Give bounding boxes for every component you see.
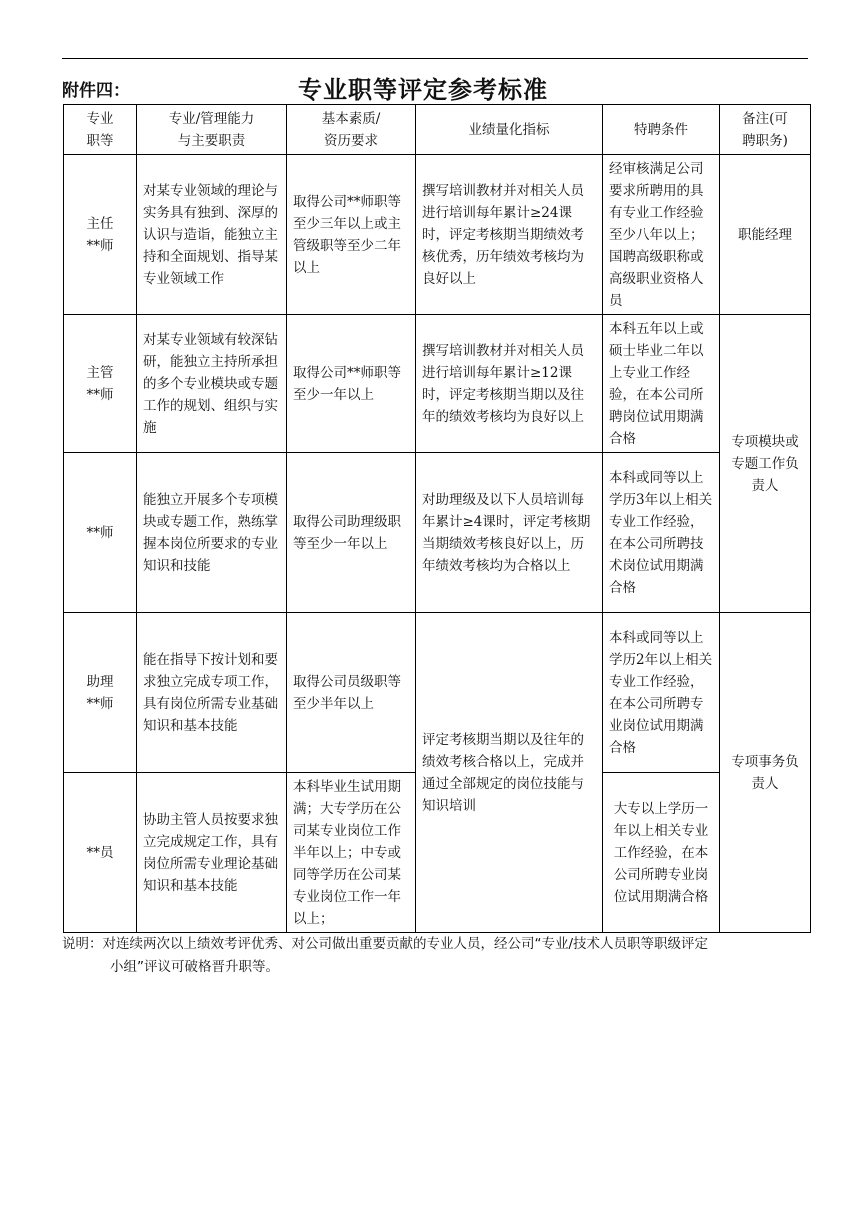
special-cell: 本科或同等以上学历3年以上相关专业工作经验，在本公司所聘技术岗位试用期满合格 xyxy=(603,453,720,613)
level-cell: 主管 **师 xyxy=(64,315,137,453)
ability-cell: 协助主管人员按要求独立完成规定工作，具有岗位所需专业理论基础知识和基本技能 xyxy=(137,773,287,933)
standards-table xyxy=(63,104,811,933)
qualification-cell: 本科毕业生试用期满；大专学历在公司某专业岗位工作半年以上；中专或同等学历在公司某专业岗位工作一年以上； xyxy=(287,773,416,933)
qualification-cell: 取得公司**师职等至少一年以上 xyxy=(287,315,416,453)
attachment-label: 附件四： xyxy=(62,81,130,101)
col-header-performance: 业绩量化指标 xyxy=(416,105,603,155)
special-cell: 大专以上学历一年以上相关专业工作经验，在本公司所聘专业岗位试用期满合格 xyxy=(603,773,720,933)
table-row xyxy=(64,155,811,315)
col-header-ability: 专业/管理能力 与主要职责 xyxy=(137,105,287,155)
performance-cell: 撰写培训教材并对相关人员进行培训每年累计≥12课时，评定考核期当期以及往年的绩效考核均为良好以上 xyxy=(416,315,603,453)
level-cell: **员 xyxy=(64,773,137,933)
qualification-cell: 取得公司**师职等至少三年以上或主管级职等至少二年以上 xyxy=(287,155,416,315)
footnote-line: 说明：对连续两次以上绩效考评优秀、对公司做出重要贡献的专业人员，经公司“专业/技术人员职等职级评定 xyxy=(62,936,709,952)
table-row xyxy=(64,613,811,773)
ability-cell: 能在指导下按计划和要求独立完成专项工作，具有岗位所需专业基础知识和基本技能 xyxy=(137,613,287,773)
col-header-level: 专业 职等 xyxy=(64,105,137,155)
footnote-line: 小组”评议可破格晋升职等。 xyxy=(110,959,279,975)
table-row xyxy=(64,315,811,453)
special-cell: 经审核满足公司要求所聘用的具有专业工作经验至少八年以上；国聘高级职称或高级职业资格人员 xyxy=(603,155,720,315)
col-header-special: 特聘条件 xyxy=(603,105,720,155)
performance-cell: 撰写培训教材并对相关人员进行培训每年累计≥24课时，评定考核期当期绩效考核优秀，历年绩效考核均为良好以上 xyxy=(416,155,603,315)
performance-cell: 评定考核期当期以及往年的绩效考核合格以上，完成并通过全部规定的岗位技能与知识培训 xyxy=(416,613,603,933)
table-row xyxy=(64,453,811,613)
header-rule xyxy=(62,58,808,59)
col-header-qualification: 基本素质/ 资历要求 xyxy=(287,105,416,155)
ability-cell: 对某专业领域有较深钻研，能独立主持所承担的多个专业模块或专题工作的规划、组织与实施 xyxy=(137,315,287,453)
note-cell: 专项事务负责人 xyxy=(720,613,811,933)
level-cell: 主任 **师 xyxy=(64,155,137,315)
page-title: 专业职等评定参考标准 xyxy=(298,76,548,104)
qualification-cell: 取得公司员级职等至少半年以上 xyxy=(287,613,416,773)
footnote xyxy=(62,933,814,979)
note-cell: 职能经理 xyxy=(720,155,811,315)
note-cell: 专项模块或专题工作负责人 xyxy=(720,315,811,613)
special-cell: 本科五年以上或硕士毕业二年以上专业工作经验，在本公司所聘岗位试用期满合格 xyxy=(603,315,720,453)
qualification-cell: 取得公司助理级职等至少一年以上 xyxy=(287,453,416,613)
level-cell: **师 xyxy=(64,453,137,613)
special-cell: 本科或同等以上学历2年以上相关专业工作经验，在本公司所聘专业岗位试用期满合格 xyxy=(603,613,720,773)
performance-cell: 对助理级及以下人员培训每年累计≥4课时，评定考核期当期绩效考核良好以上，历年绩效考核均为合格以上 xyxy=(416,453,603,613)
ability-cell: 对某专业领域的理论与实务具有独到、深厚的认识与造诣，能独立主持和全面规划、指导某专业领域工作 xyxy=(137,155,287,315)
col-header-note: 备注(可 聘职务) xyxy=(720,105,811,155)
level-cell: 助理 **师 xyxy=(64,613,137,773)
table-header-row xyxy=(64,105,811,155)
ability-cell: 能独立开展多个专项模块或专题工作，熟练掌握本岗位所要求的专业知识和技能 xyxy=(137,453,287,613)
